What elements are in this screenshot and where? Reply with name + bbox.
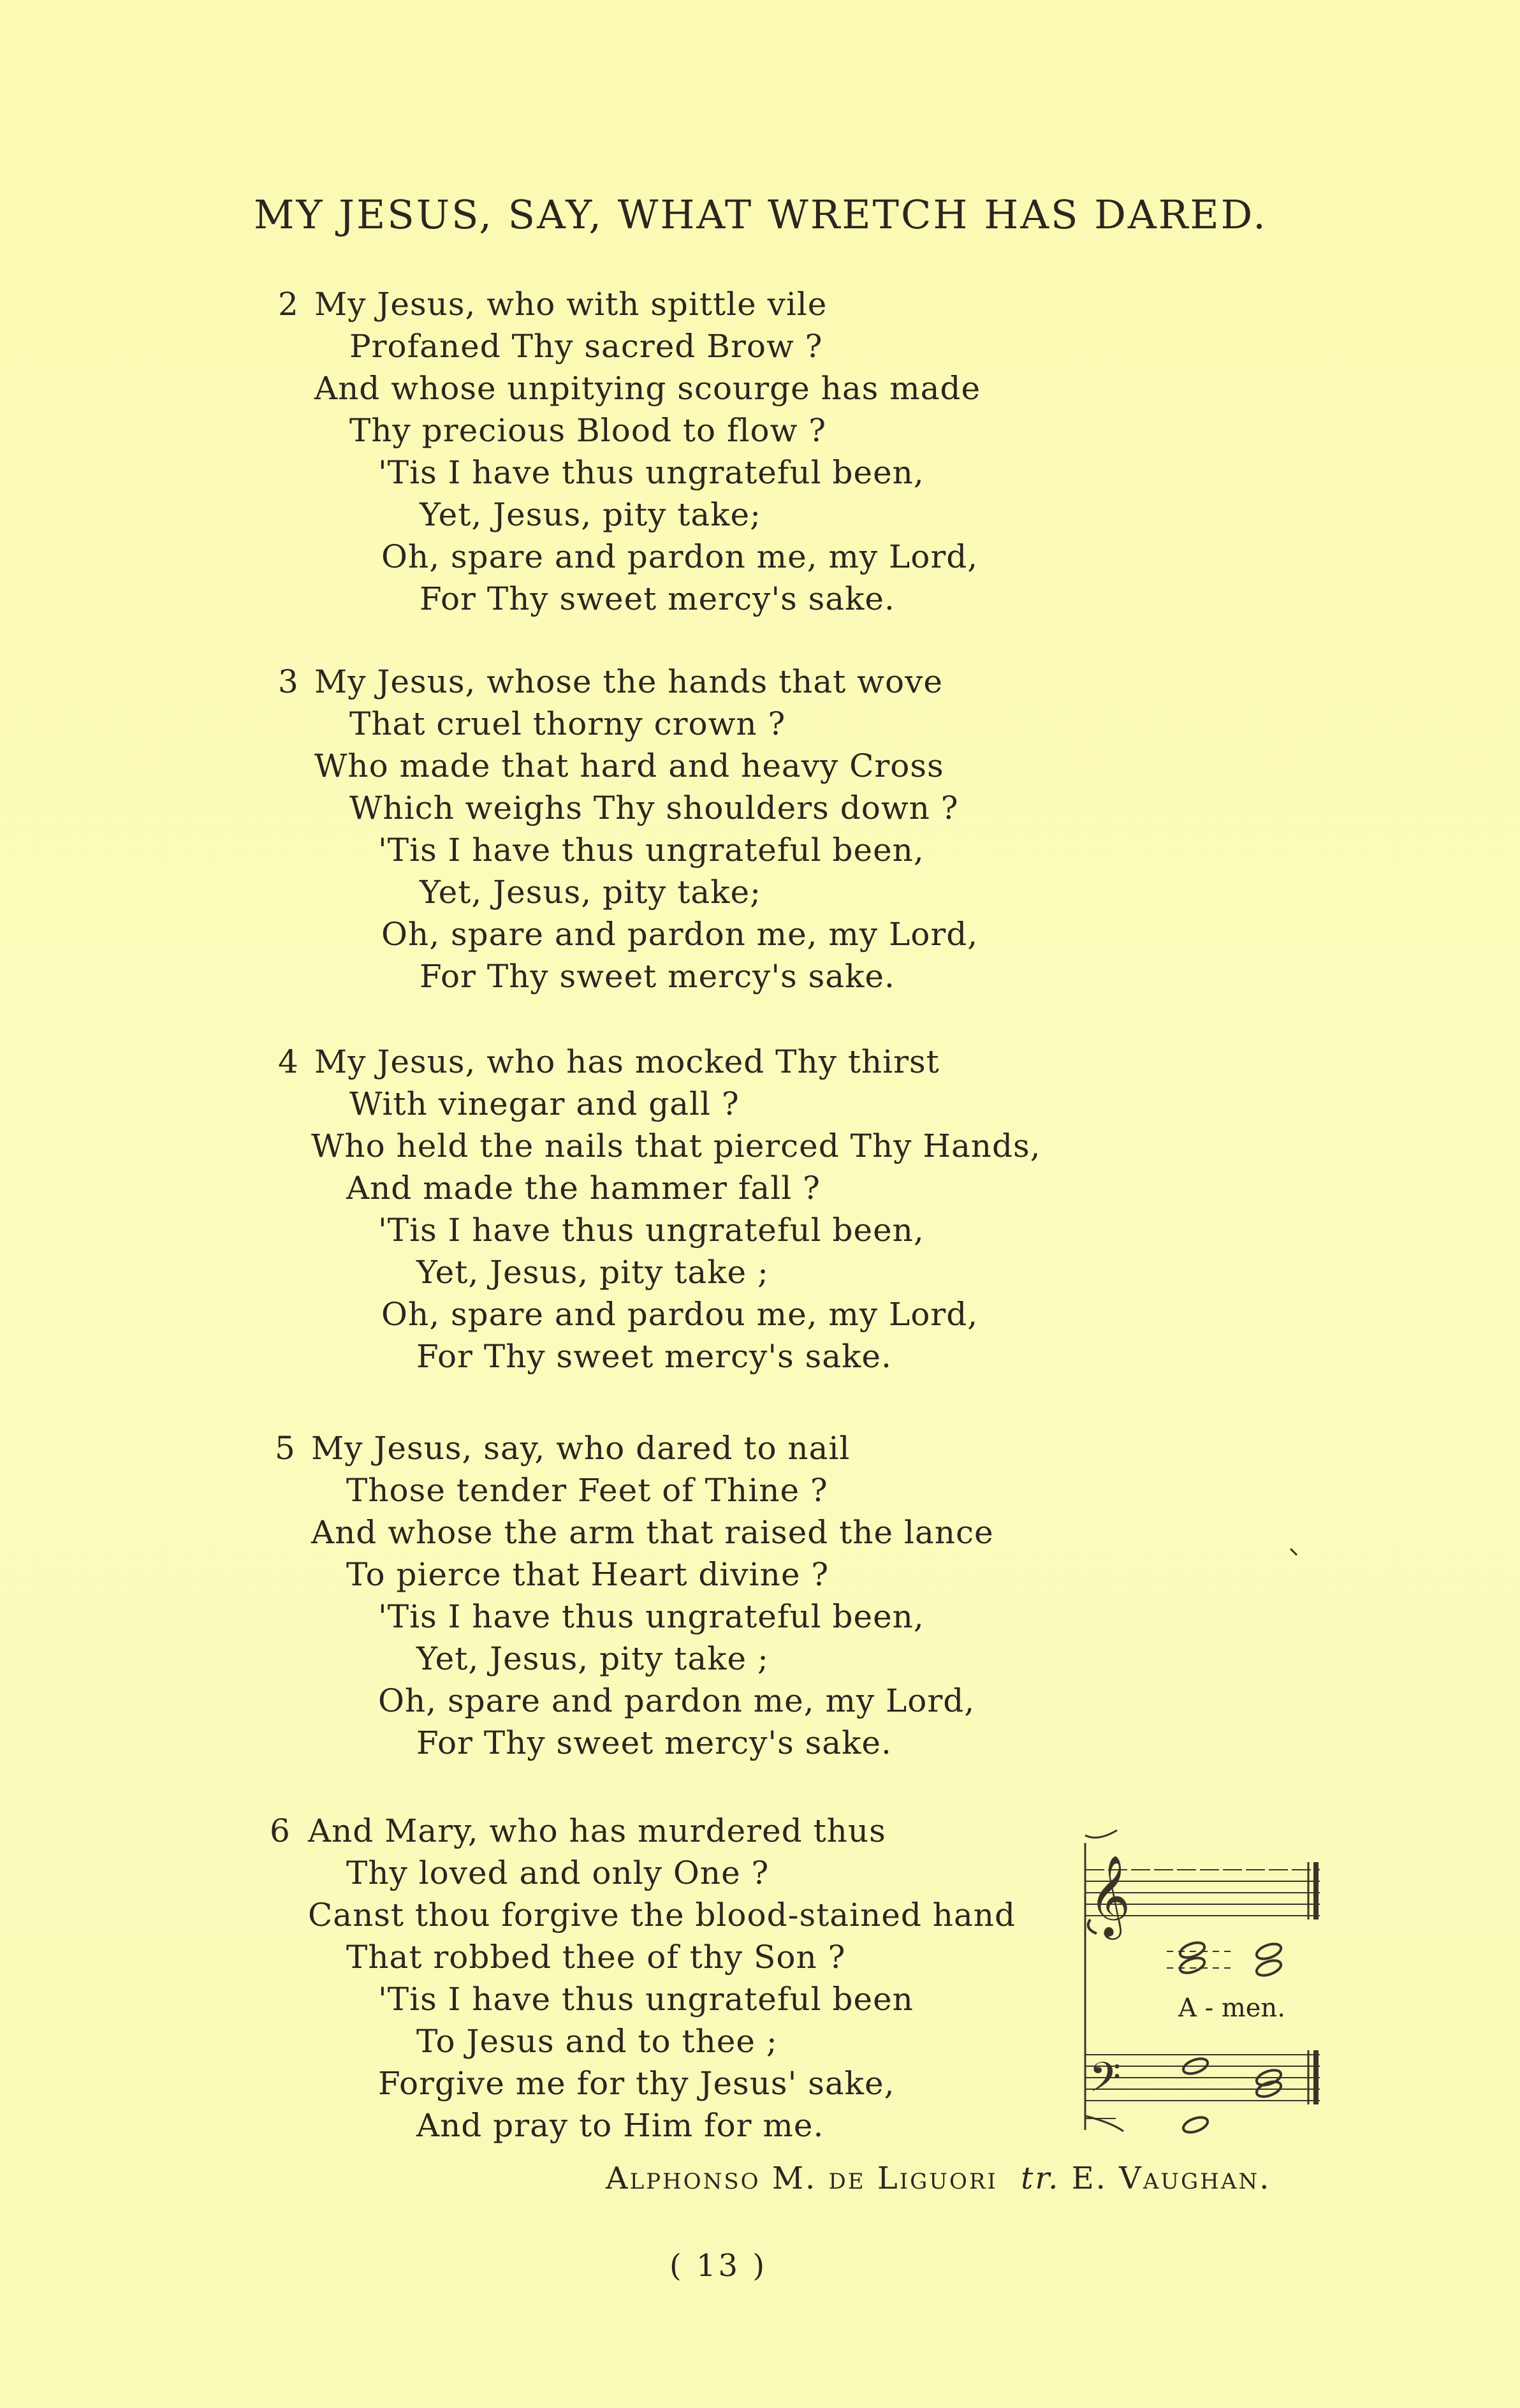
stanza-line: 'Tis I have thus ungrateful been, bbox=[378, 832, 924, 869]
stanza-line: Yet, Jesus, pity take ; bbox=[416, 1640, 769, 1677]
stanza-line: Canst thou forgive the blood-stained hand bbox=[308, 1897, 1016, 1934]
hymn-title: MY JESUS, SAY, WHAT WRETCH HAS DARED. bbox=[254, 191, 1268, 238]
stanza-line: Oh, spare and pardou me, my Lord, bbox=[381, 1296, 979, 1333]
stanza-line: Yet, Jesus, pity take ; bbox=[416, 1254, 769, 1291]
stanza-line: To Jesus and to thee ; bbox=[416, 2023, 778, 2060]
amen-lyric: A - men. bbox=[1178, 1993, 1285, 2023]
stanza-number: 3 bbox=[278, 663, 298, 700]
bass-clef-icon: 𝄢 bbox=[1089, 2054, 1122, 2111]
stanza-line: Oh, spare and pardon me, my Lord, bbox=[378, 1682, 976, 1719]
stanza-line: And whose the arm that raised the lance bbox=[311, 1514, 994, 1551]
stanza-number: 6 bbox=[270, 1812, 290, 1849]
stanza-line: 'Tis I have thus ungrateful been bbox=[378, 1981, 914, 2018]
stanza-line: My Jesus, say, who dared to nail bbox=[311, 1430, 851, 1467]
page-number: ( 13 ) bbox=[669, 2248, 768, 2284]
stanza-line: Yet, Jesus, pity take; bbox=[420, 874, 761, 911]
translator-name: E. Vaughan. bbox=[1071, 2161, 1271, 2196]
stanza-line: And Mary, who has murdered thus bbox=[308, 1812, 886, 1849]
stanza-line: And made the hammer fall ? bbox=[346, 1170, 821, 1207]
stanza-line: Oh, spare and pardon me, my Lord, bbox=[381, 916, 979, 953]
stanza-line: Who held the nails that pierced Thy Hands, bbox=[311, 1127, 1041, 1164]
translator-prefix: tr. bbox=[1021, 2161, 1060, 2196]
stanza-line: With vinegar and gall ? bbox=[349, 1085, 740, 1122]
stanza-number: 4 bbox=[278, 1043, 298, 1080]
amen-music-notation bbox=[1078, 1824, 1333, 2143]
stanza-line: That robbed thee of thy Son ? bbox=[346, 1939, 846, 1976]
stanza-line: Thy precious Blood to flow ? bbox=[349, 412, 827, 449]
stanza-line: My Jesus, whose the hands that wove bbox=[314, 663, 943, 700]
stanza-line: 'Tis I have thus ungrateful been, bbox=[378, 1212, 924, 1249]
stanza-line: My Jesus, who has mocked Thy thirst bbox=[314, 1043, 940, 1080]
stanza-line: Forgive me for thy Jesus' sake, bbox=[378, 2065, 895, 2102]
stanza-line: For Thy sweet mercy's sake. bbox=[420, 958, 895, 995]
stanza-line: Oh, spare and pardon me, my Lord, bbox=[381, 538, 979, 575]
attribution bbox=[606, 2161, 1271, 2196]
stanza-line: And pray to Him for me. bbox=[416, 2107, 824, 2144]
stanza-line: For Thy sweet mercy's sake. bbox=[420, 580, 895, 617]
treble-clef-icon: 𝄞 bbox=[1089, 1854, 1131, 1936]
stanza-line: To pierce that Heart divine ? bbox=[346, 1556, 829, 1593]
stanza-line: Thy loved and only One ? bbox=[346, 1854, 770, 1891]
stanza-line: For Thy sweet mercy's sake. bbox=[416, 1338, 892, 1375]
stanza-line: And whose unpitying scourge has made bbox=[314, 370, 981, 407]
stanza-line: That cruel thorny crown ? bbox=[349, 705, 786, 742]
stanza-line: 'Tis I have thus ungrateful been, bbox=[378, 454, 924, 491]
stray-mark bbox=[1290, 1548, 1297, 1555]
stanza-line: For Thy sweet mercy's sake. bbox=[416, 1724, 892, 1761]
stanza-line: Profaned Thy sacred Brow ? bbox=[349, 328, 823, 365]
stanza-line: Yet, Jesus, pity take; bbox=[420, 496, 761, 533]
author-name: Alphonso M. de Liguori bbox=[606, 2161, 998, 2196]
stanza-line: Who made that hard and heavy Cross bbox=[314, 747, 944, 784]
stanza-line: My Jesus, who with spittle vile bbox=[314, 286, 828, 323]
stanza-number: 2 bbox=[278, 286, 298, 323]
stanza-line: Which weighs Thy shoulders down ? bbox=[349, 789, 959, 826]
stanza-line: 'Tis I have thus ungrateful been, bbox=[378, 1598, 924, 1635]
stanza-number: 5 bbox=[275, 1430, 295, 1467]
stanza-line: Those tender Feet of Thine ? bbox=[346, 1472, 828, 1509]
